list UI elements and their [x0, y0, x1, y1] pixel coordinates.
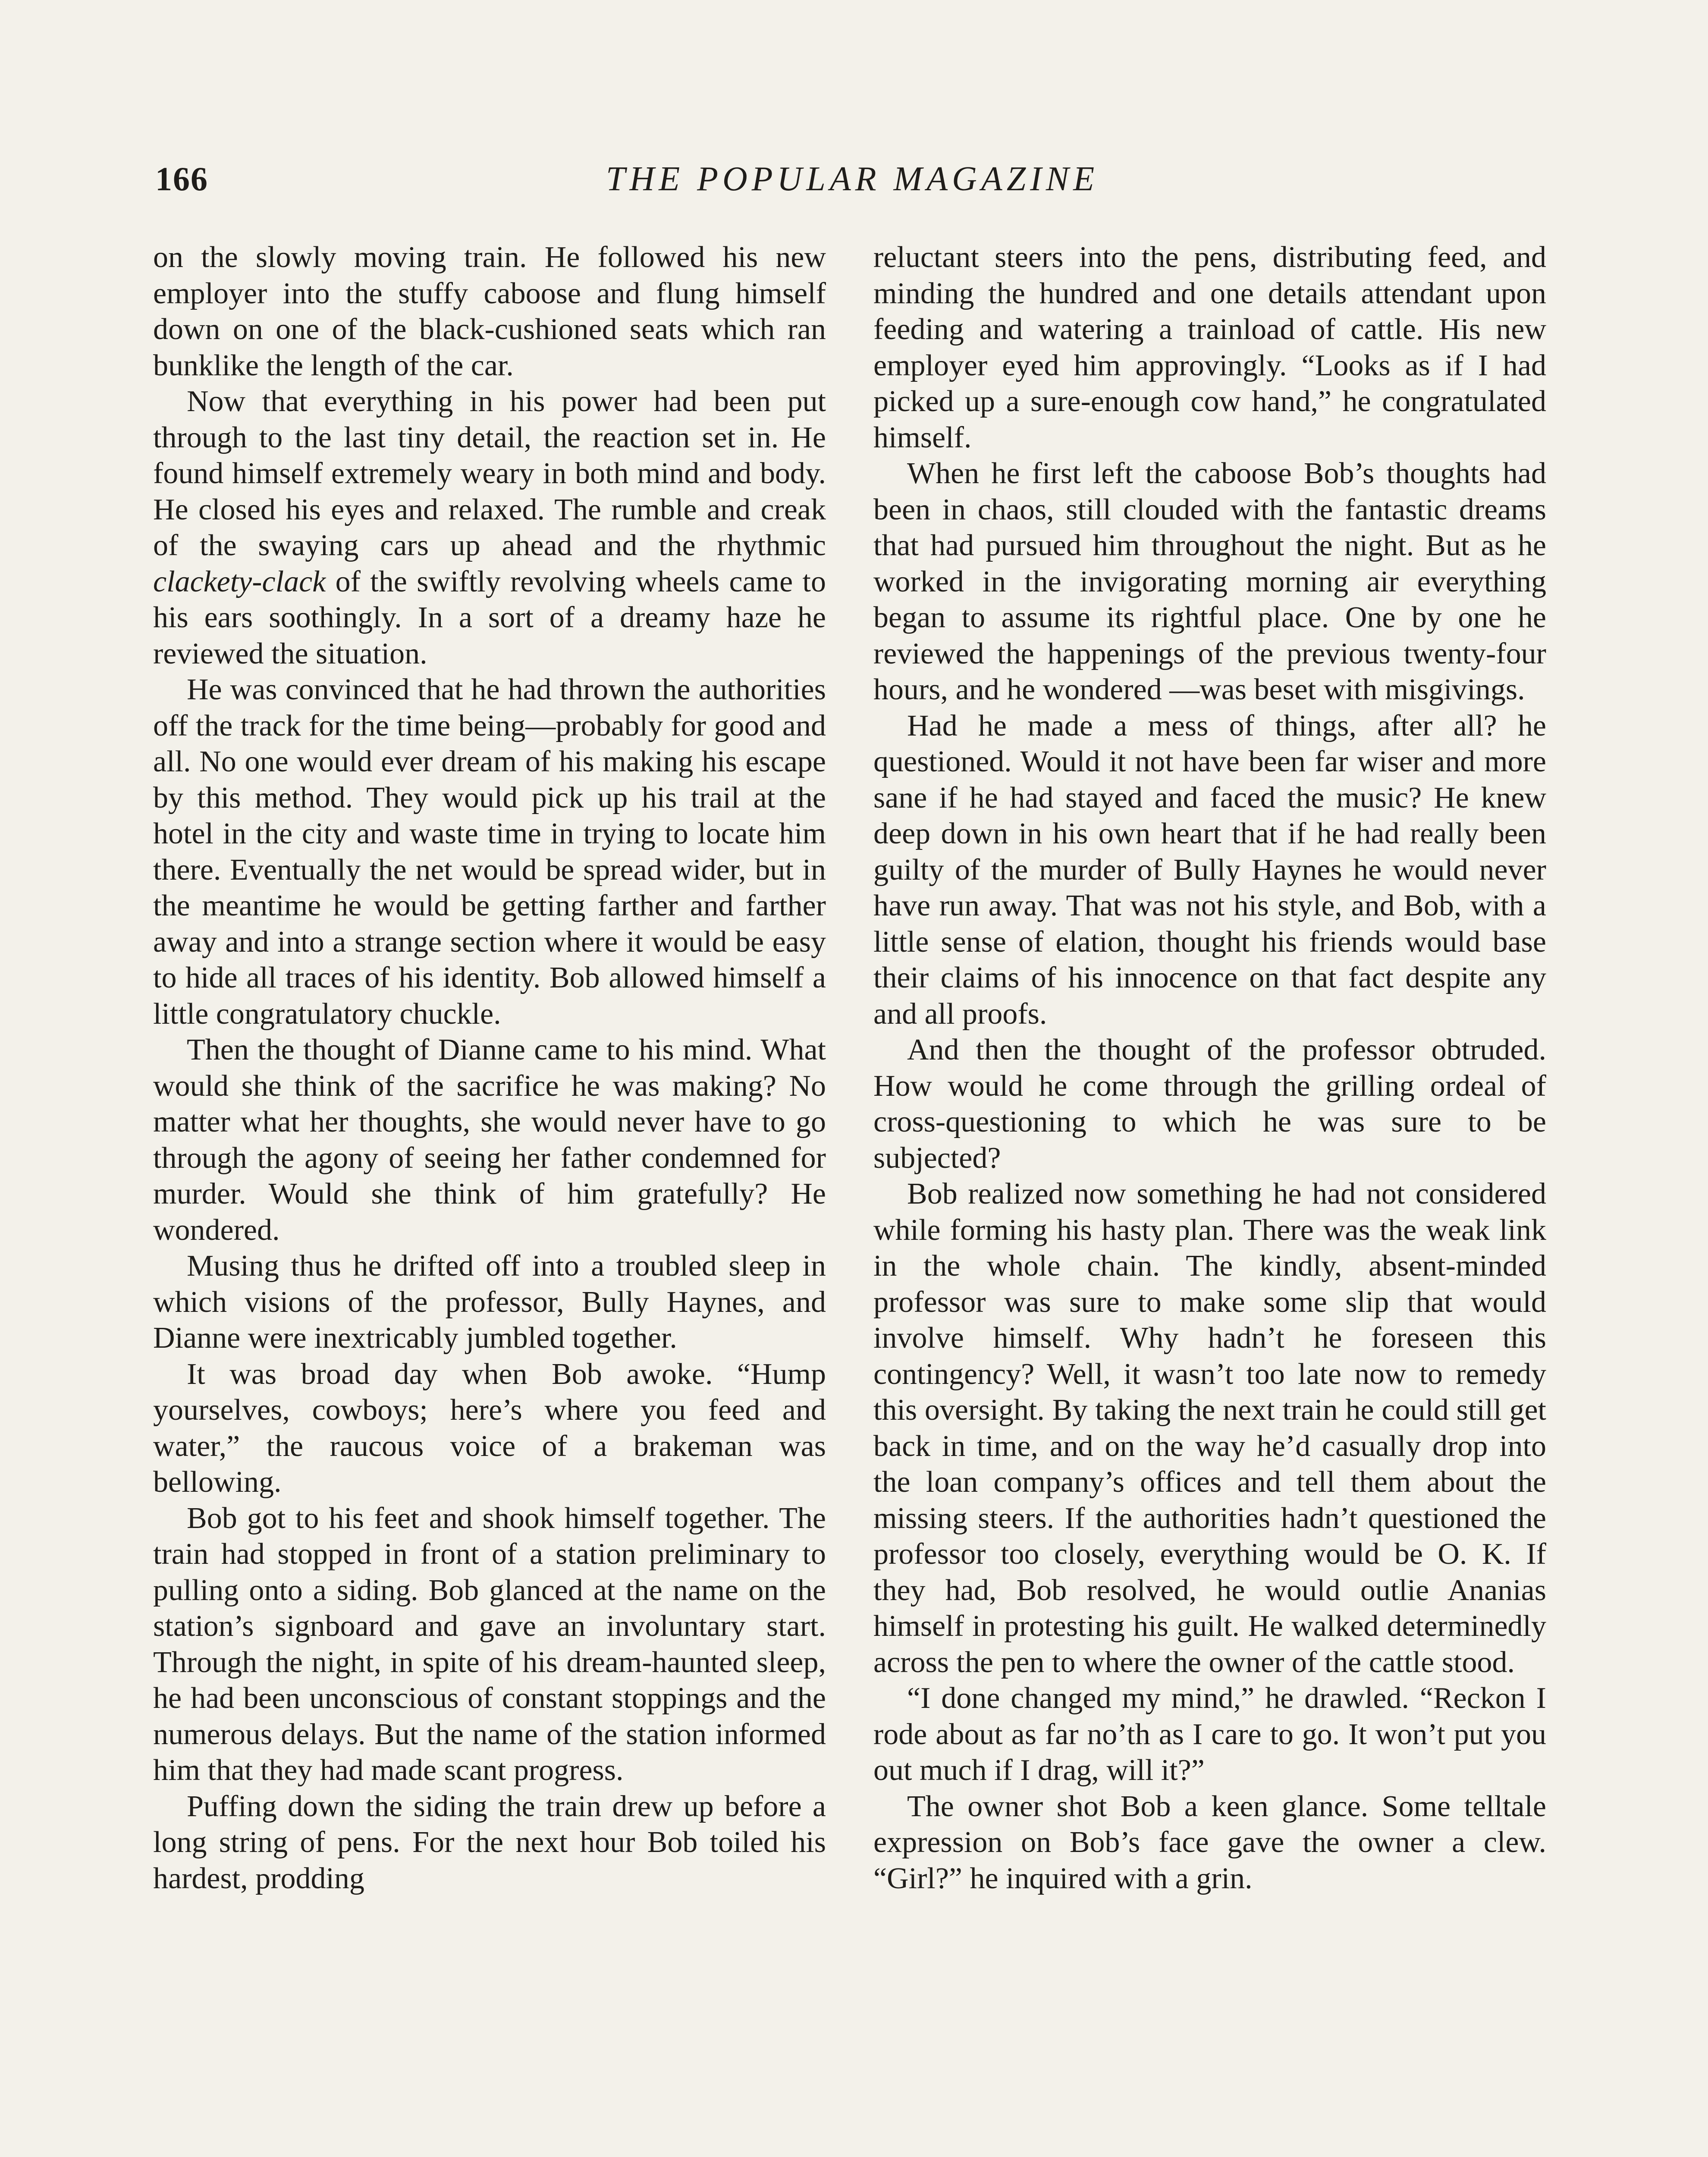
paragraph: When he first left the caboose Bob’s thoughts had been in chaos, still clouded with the fantastic dreams that had pursued him throughout the night. But as he worked in the invigorating morning air everything began to assume its rightful place. One by one he reviewed the happenings of the previous twenty-four hours, and he wondered —was beset with misgivings.: [873, 457, 1546, 706]
left-column: [153, 239, 826, 1896]
page-number: 166: [155, 160, 208, 198]
page-header: [155, 160, 1126, 211]
paragraph-text: of the swiftly revolving wheels came to his ears soothingly. In a sort of a dreamy haze he reviewed the situation.: [153, 565, 826, 670]
italic-phrase: clackety-clack: [153, 565, 326, 598]
paragraph: Bob got to his feet and shook himself together. The train had stopped in front of a station preliminary to pulling onto a siding. Bob glanced at the name on the station’s signboard and gave an involuntary start. Through the night, in spite of his dream-haunted sleep, he had been unconscious of constant stoppings and the numerous delays. But the name of the station informed him that they had made scant progress.: [153, 1501, 826, 1787]
paragraph: Had he made a mess of things, after all? he questioned. Would it not have been far wiser and more sane if he had stayed and faced the music? He knew deep down in his own heart that if he had really been guilty of the murder of Bully Haynes he would never have run away. That was not his style, and Bob, with a little sense of elation, thought his friends would base their claims of his innocence on that fact despite any and all proofs.: [873, 709, 1546, 1031]
paragraph: “I done changed my mind,” he drawled. “Reckon I rode about as far no’th as I care to go. It won’t put you out much if I drag, will it?”: [873, 1682, 1546, 1787]
paragraph: It was broad day when Bob awoke. “Hump yourselves, cowboys; here’s where you feed and water,” the raucous voice of a brakeman was bellowing.: [153, 1357, 826, 1499]
paragraph: reluctant steers into the pens, distributing feed, and minding the hundred and one details attendant upon feeding and watering a trainload of cattle. His new employer eyed him approvingly. “Looks as if I had picked up a sure-enough cow hand,” he congratulated himself.: [873, 241, 1546, 454]
paragraph: And then the thought of the professor obtruded. How would he come through the grilling ordeal of cross-questioning to which he was sure to be subjected?: [873, 1033, 1546, 1175]
paragraph: Puffing down the siding the train drew up before a long string of pens. For the next hour Bob toiled his hardest, prodding: [153, 1789, 826, 1895]
paragraph-text: Now that everything in his power had been put through to the last tiny detail, the reaction set in. He found himself extremely weary in both mind and body. He closed his eyes and relaxed. The rumble and creak of the swaying cars up ahead and the rhythmic: [153, 385, 826, 562]
magazine-title: THE POPULAR MAGAZINE: [606, 160, 1099, 198]
paragraph: He was convinced that he had thrown the authorities off the track for the time being—probably for good and all. No one would ever dream of his making his escape by this method. They would pick up his trail at the hotel in the city and waste time in trying to locate him there. Eventually the net would be spread wider, but in the meantime he would be getting farther and farther away and into a strange section where it would be easy to hide all traces of his identity. Bob allowed himself a little congratulatory chuckle.: [153, 673, 826, 1031]
paragraph: Musing thus he drifted off into a troubled sleep in which visions of the professor, Bully Haynes, and Dianne were inextricably jumbled together.: [153, 1249, 826, 1355]
right-column: [873, 239, 1546, 1896]
paragraph: on the slowly moving train. He followed his new employer into the stuffy caboose and flung himself down on one of the black-cushioned seats which ran bunklike the length of the car.: [153, 241, 826, 382]
paragraph: Bob realized now something he had not considered while forming his hasty plan. There was the weak link in the whole chain. The kindly, absent-minded professor was sure to make some slip that would involve himself. Why hadn’t he foreseen this contingency? Well, it wasn’t too late now to remedy this oversight. By taking the next train he could still get back in time, and on the way he’d casually drop into the loan company’s offices and tell them about the missing steers. If the authorities hadn’t questioned the professor too closely, everything would be O. K. If they had, Bob resolved, he would outlie Ananias himself in protesting his guilt. He walked determinedly across the pen to where the owner of the cattle stood.: [873, 1177, 1546, 1679]
paragraph: [153, 384, 826, 672]
paragraph: The owner shot Bob a keen glance. Some telltale expression on Bob’s face gave the owner a clew. “Girl?” he inquired with a grin.: [873, 1789, 1546, 1895]
paragraph: Then the thought of Dianne came to his mind. What would she think of the sacrifice he was making? No matter what her thoughts, she would never have to go through the agony of seeing her father condemned for murder. Would she think of him gratefully? He wondered.: [153, 1033, 826, 1247]
